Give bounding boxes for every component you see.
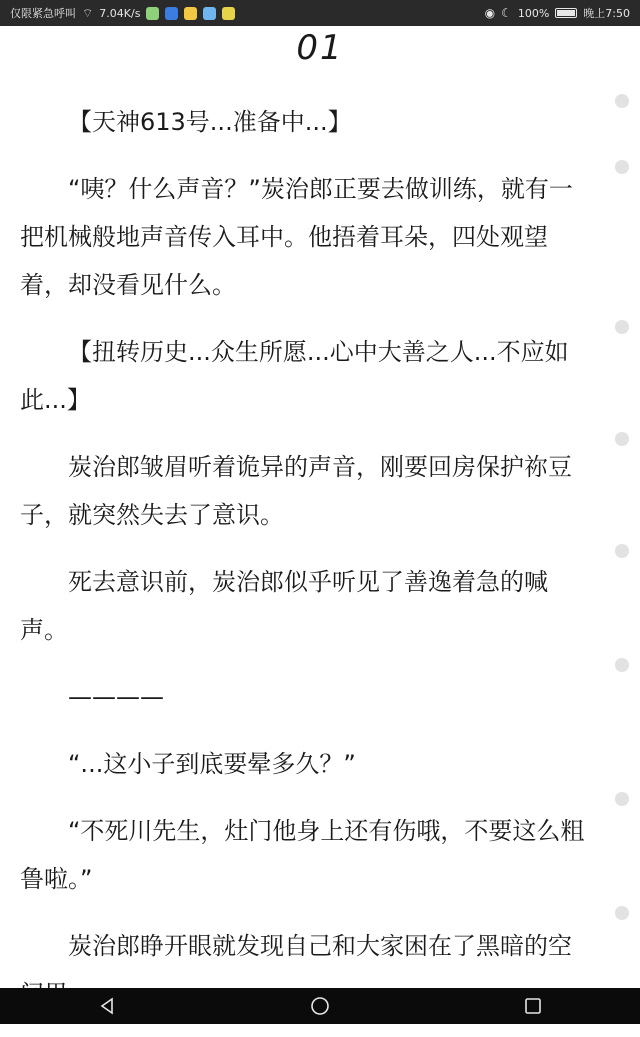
- status-bar: [0, 0, 640, 26]
- battery-percent: 100%: [517, 6, 550, 20]
- carrier-text: 仅限紧急呼叫: [10, 7, 76, 20]
- net-speed: 7.04K/s: [99, 6, 141, 20]
- status-right: [485, 5, 630, 21]
- recents-button[interactable]: [513, 988, 553, 1024]
- paragraph: 死去意识前，炭治郎似乎听见了善逸着急的喊声。: [20, 568, 548, 644]
- paragraph: 【扭转历史...众生所愿...心中大善之人...不应如此...】: [20, 338, 569, 414]
- clock: 晚上7:50: [583, 7, 630, 20]
- paragraph: “不死川先生，灶门他身上还有伤哦，不要这么粗鲁啦。”: [20, 817, 585, 893]
- paragraph: “...这小子到底要晕多久？”: [68, 750, 356, 778]
- chapter-content: [20, 98, 585, 1037]
- moon-icon: ☾: [501, 6, 512, 20]
- page-dot: [615, 544, 629, 558]
- paragraph: 【天神613号...准备中...】: [68, 108, 352, 136]
- paragraph: 炭治郎睁开眼就发现自己和大家困在了黑暗的空: [68, 932, 572, 960]
- eye-comfort-icon: ◉: [484, 6, 496, 20]
- app-icon-face: [222, 7, 235, 20]
- home-icon: [310, 996, 330, 1016]
- chapter-title: 01: [296, 28, 344, 68]
- app-icon-blue: [165, 7, 178, 20]
- page-dot: [615, 160, 629, 174]
- back-icon: [98, 997, 116, 1015]
- back-button[interactable]: [87, 988, 127, 1024]
- wifi-icon: ⌔: [82, 5, 94, 20]
- battery-fill: [557, 10, 575, 16]
- page-dot: [615, 658, 629, 672]
- battery-icon: [555, 8, 577, 18]
- app-icon-yellow: [184, 7, 197, 20]
- paragraph: “咦？什么声音？”炭治郎正要去做训练，就有一把机械般地声音传入耳中。他捂着耳朵，四处观望着，却没看见什么。: [20, 175, 573, 299]
- page-dot: [615, 94, 629, 108]
- paragraph: 炭治郎皱眉听着诡异的声音，刚要回房保护祢豆子，就突然失去了意识。: [20, 453, 572, 529]
- page-dot: [615, 320, 629, 334]
- scene-divider: ————: [68, 683, 164, 711]
- navigation-bar: [0, 988, 640, 1024]
- page-dot: [615, 432, 629, 446]
- status-left: [10, 5, 235, 21]
- app-icon-lightblue: [203, 7, 216, 20]
- recents-icon: [524, 997, 542, 1015]
- home-button[interactable]: [300, 988, 340, 1024]
- page-dot: [615, 906, 629, 920]
- page-dot: [615, 792, 629, 806]
- reader-page[interactable]: [0, 26, 640, 988]
- wechat-icon: [146, 7, 159, 20]
